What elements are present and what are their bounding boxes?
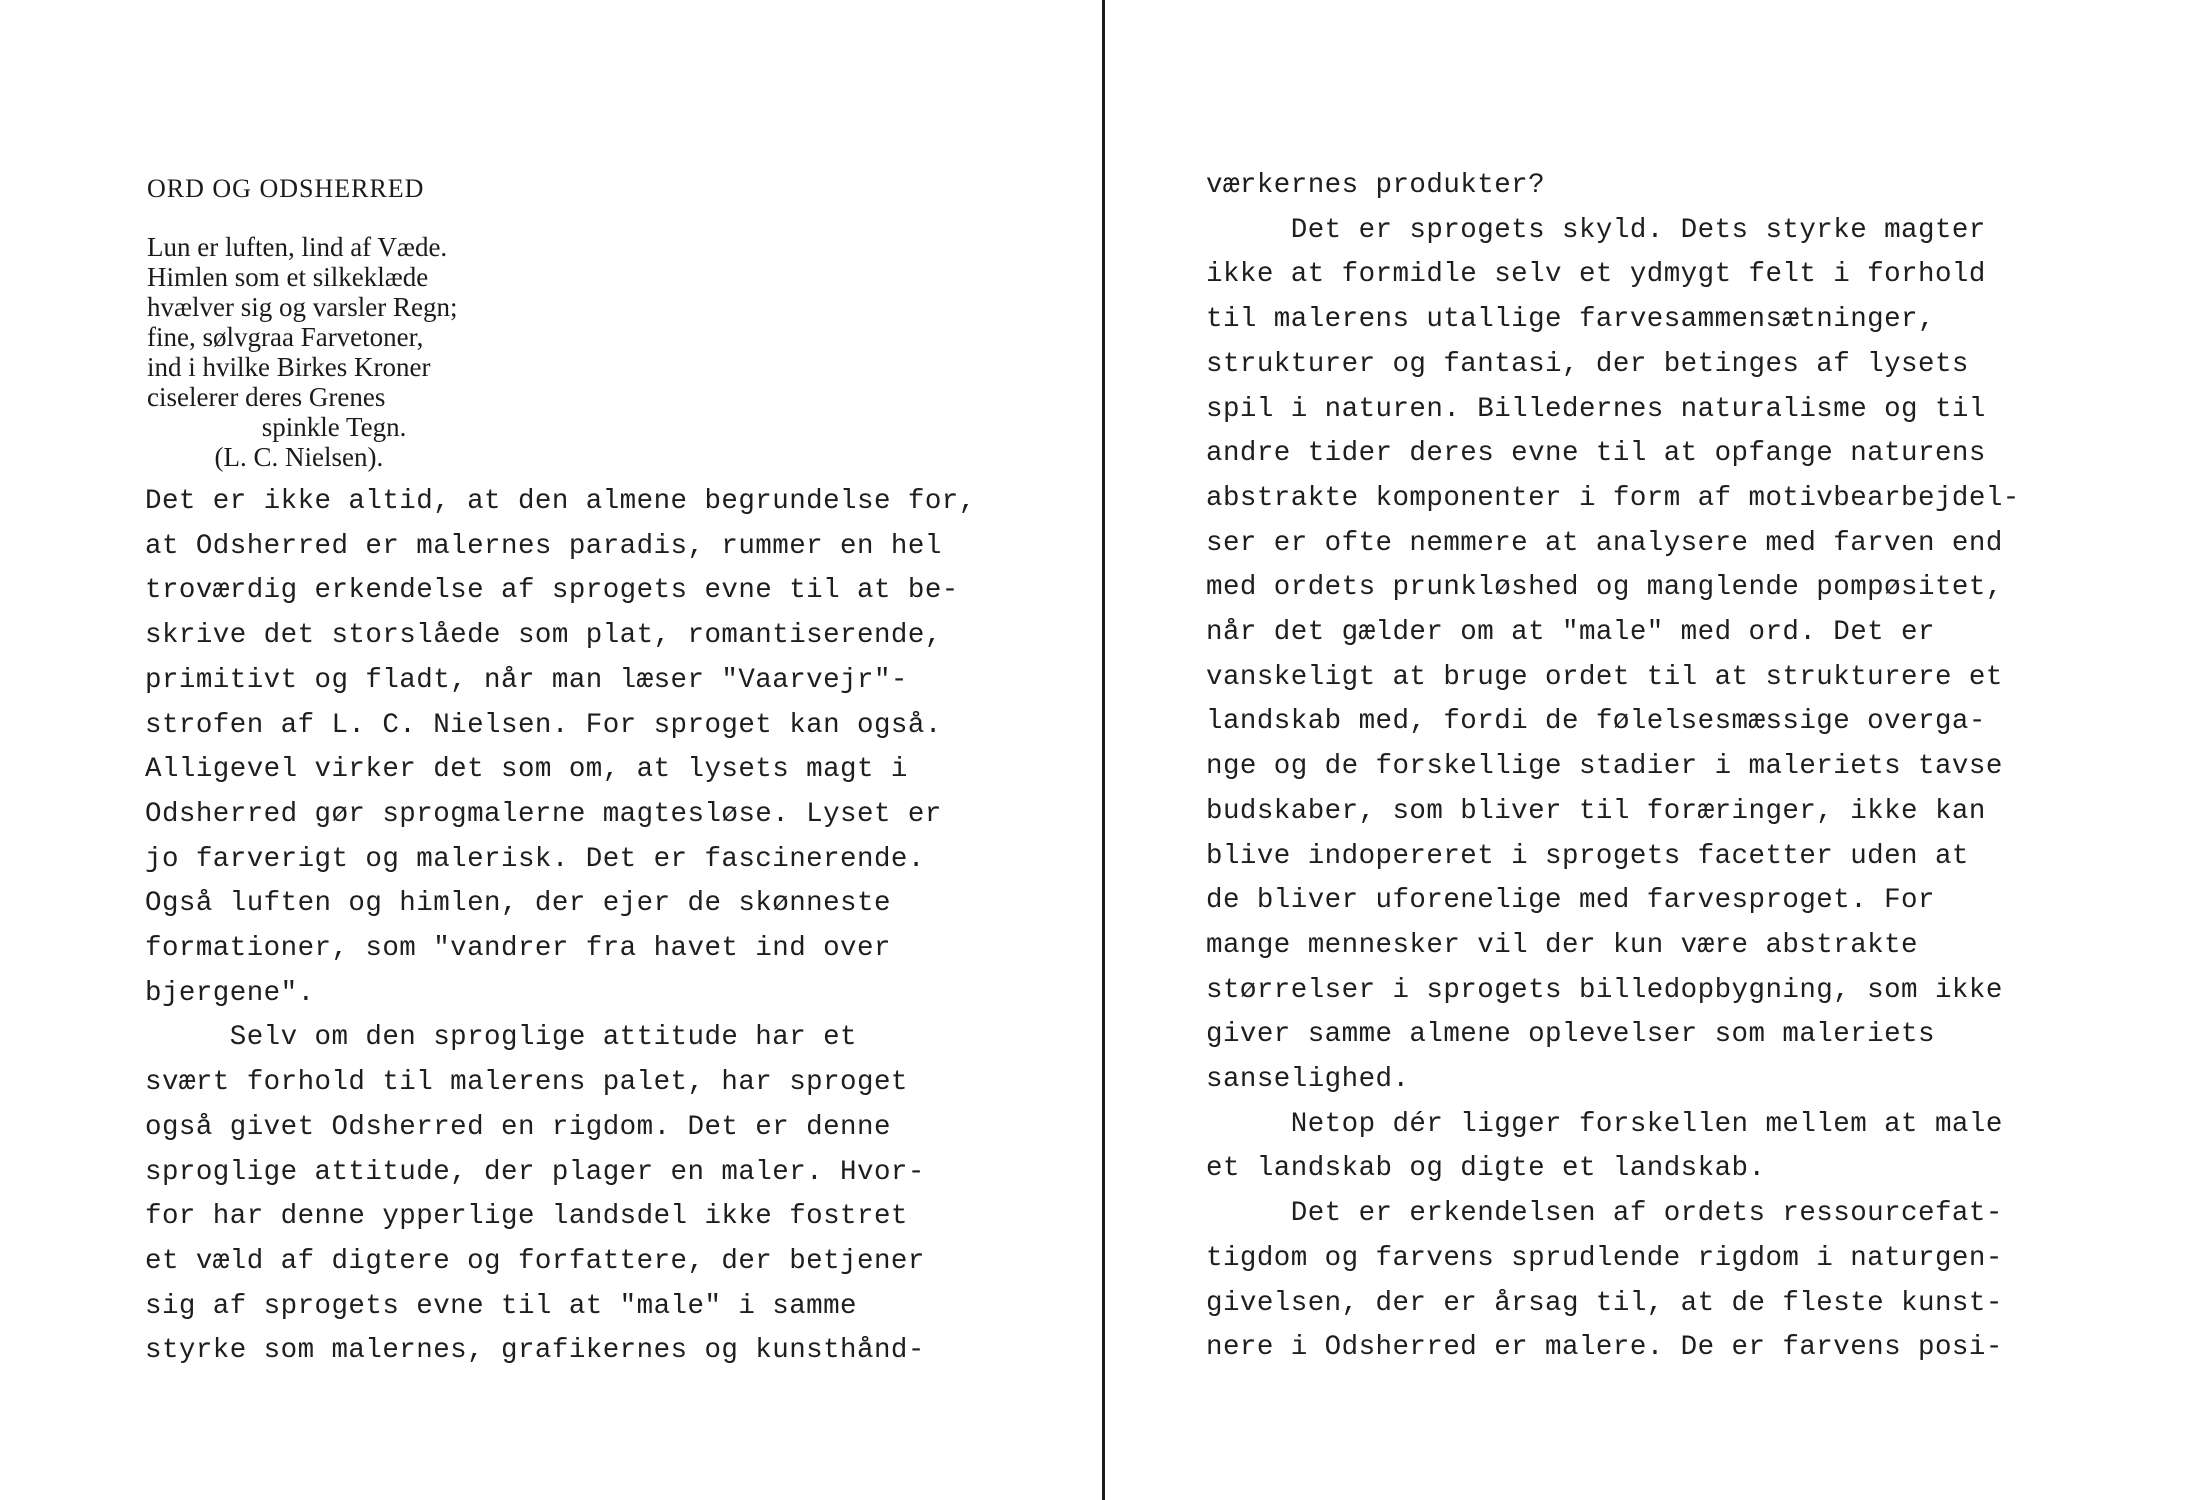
text-line: sig af sprogets evne til at "male" i samme bbox=[145, 1290, 858, 1322]
text-line: skrive det storslåede som plat, romantiserende, bbox=[145, 620, 942, 652]
text-line: sproglige attitude, der plager en maler. Hvor- bbox=[145, 1156, 925, 1188]
text-line: mange mennesker vil der kun være abstrakte bbox=[1206, 929, 1919, 961]
text-line: at Odsherred er malernes paradis, rummer en hel bbox=[145, 530, 942, 562]
poem-attribution: (L. C. Nielsen). bbox=[147, 442, 384, 472]
text-line: formationer, som "vandrer fra havet ind over bbox=[145, 933, 891, 965]
poem-line: Lun er luften, lind af Væde. bbox=[147, 232, 448, 262]
text-line: budskaber, som bliver til foræringer, ikke kan bbox=[1206, 795, 1986, 827]
text-line: et væld af digtere og forfattere, der betjener bbox=[145, 1245, 925, 1277]
text-line: Odsherred gør sprogmalerne magtesløse. Lyset er bbox=[145, 798, 942, 830]
text-line: jo farverigt og malerisk. Det er fascinerende. bbox=[145, 843, 925, 875]
text-line: blive indopereret i sprogets facetter uden at bbox=[1206, 840, 1969, 872]
text-line: bjergene". bbox=[145, 977, 315, 1009]
text-line: Det er sprogets skyld. Dets styrke magter bbox=[1206, 214, 1986, 246]
text-line: til malerens utallige farvesammensætninger, bbox=[1206, 304, 1935, 336]
text-line: Også luften og himlen, der ejer de skønneste bbox=[145, 888, 891, 920]
text-line: tigdom og farvens sprudlende rigdom i naturgen- bbox=[1206, 1242, 2003, 1274]
text-line: andre tider deres evne til at opfange naturens bbox=[1206, 438, 1986, 470]
text-line: et landskab og digte et landskab. bbox=[1206, 1153, 1766, 1185]
text-line: når det gælder om at "male" med ord. Det er bbox=[1206, 617, 1935, 649]
text-line: vanskeligt at bruge ordet til at strukturere et bbox=[1206, 661, 2003, 693]
text-line: størrelser i sprogets billedopbygning, som ikke bbox=[1206, 974, 2003, 1006]
text-line: spil i naturen. Billedernes naturalisme og til bbox=[1206, 393, 1986, 425]
page-divider bbox=[1102, 0, 1105, 1500]
text-line: også givet Odsherred en rigdom. Det er denne bbox=[145, 1111, 891, 1143]
text-line: troværdig erkendelse af sprogets evne til at be- bbox=[145, 575, 959, 607]
text-line: strukturer og fantasi, der betinges af lysets bbox=[1206, 348, 1969, 380]
page-title: ORD OG ODSHERRED bbox=[147, 174, 425, 203]
text-line: de bliver uforenelige med farvesproget. For bbox=[1206, 885, 1935, 917]
poem-stanza bbox=[147, 232, 457, 472]
text-line: Det er ikke altid, at den almene begrundelse for, bbox=[145, 486, 976, 517]
text-line: Det er erkendelsen af ordets ressourcefat- bbox=[1206, 1198, 2003, 1230]
poem-line: ind i hvilke Birkes Kroner bbox=[147, 352, 431, 382]
text-line: strofen af L. C. Nielsen. For sproget kan også. bbox=[145, 709, 942, 741]
text-line: for har denne ypperlige landsdel ikke fostret bbox=[145, 1201, 908, 1233]
text-line: nere i Odsherred er malere. De er farvens posi- bbox=[1206, 1332, 2003, 1364]
text-line: Selv om den sproglige attitude har et bbox=[145, 1022, 858, 1054]
right-body-text bbox=[1206, 164, 2020, 1371]
text-line: primitivt og fladt, når man læser "Vaarvejr"- bbox=[145, 664, 908, 696]
text-line: Netop dér ligger forskellen mellem at male bbox=[1206, 1108, 2003, 1140]
text-line: givelsen, der er årsag til, at de fleste kunst- bbox=[1206, 1287, 2003, 1319]
poem-line: ciselerer deres Grenes bbox=[147, 382, 386, 412]
text-line: styrke som malernes, grafikernes og kunsthånd- bbox=[145, 1335, 925, 1367]
poem-line: Himlen som et silkeklæde bbox=[147, 262, 429, 292]
poem-line: fine, sølvgraa Farvetoner, bbox=[147, 322, 424, 352]
text-line: abstrakte komponenter i form af motivbearbejdel- bbox=[1206, 482, 2020, 514]
text-line: nge og de forskellige stadier i maleriets tavse bbox=[1206, 751, 2003, 783]
text-line: ikke at formidle selv et ydmygt felt i forhold bbox=[1206, 259, 1986, 291]
text-line: med ordets prunkløshed og manglende pompøsitet, bbox=[1206, 572, 2003, 604]
text-line: landskab med, fordi de følelsesmæssige overga- bbox=[1206, 706, 1986, 738]
text-line: sanselighed. bbox=[1206, 1064, 1410, 1096]
text-line: Alligevel virker det som om, at lysets magt i bbox=[145, 754, 908, 786]
text-line: værkernes produkter? bbox=[1206, 170, 1546, 201]
poem-line: hvælver sig og varsler Regn; bbox=[147, 292, 458, 322]
text-line: giver samme almene oplevelser som maleriets bbox=[1206, 1019, 1935, 1051]
left-body-text bbox=[145, 480, 976, 1374]
poem-line: spinkle Tegn. bbox=[147, 412, 407, 442]
text-line: svært forhold til malerens palet, har sproget bbox=[145, 1067, 908, 1099]
text-line: ser er ofte nemmere at analysere med farven end bbox=[1206, 527, 2003, 559]
